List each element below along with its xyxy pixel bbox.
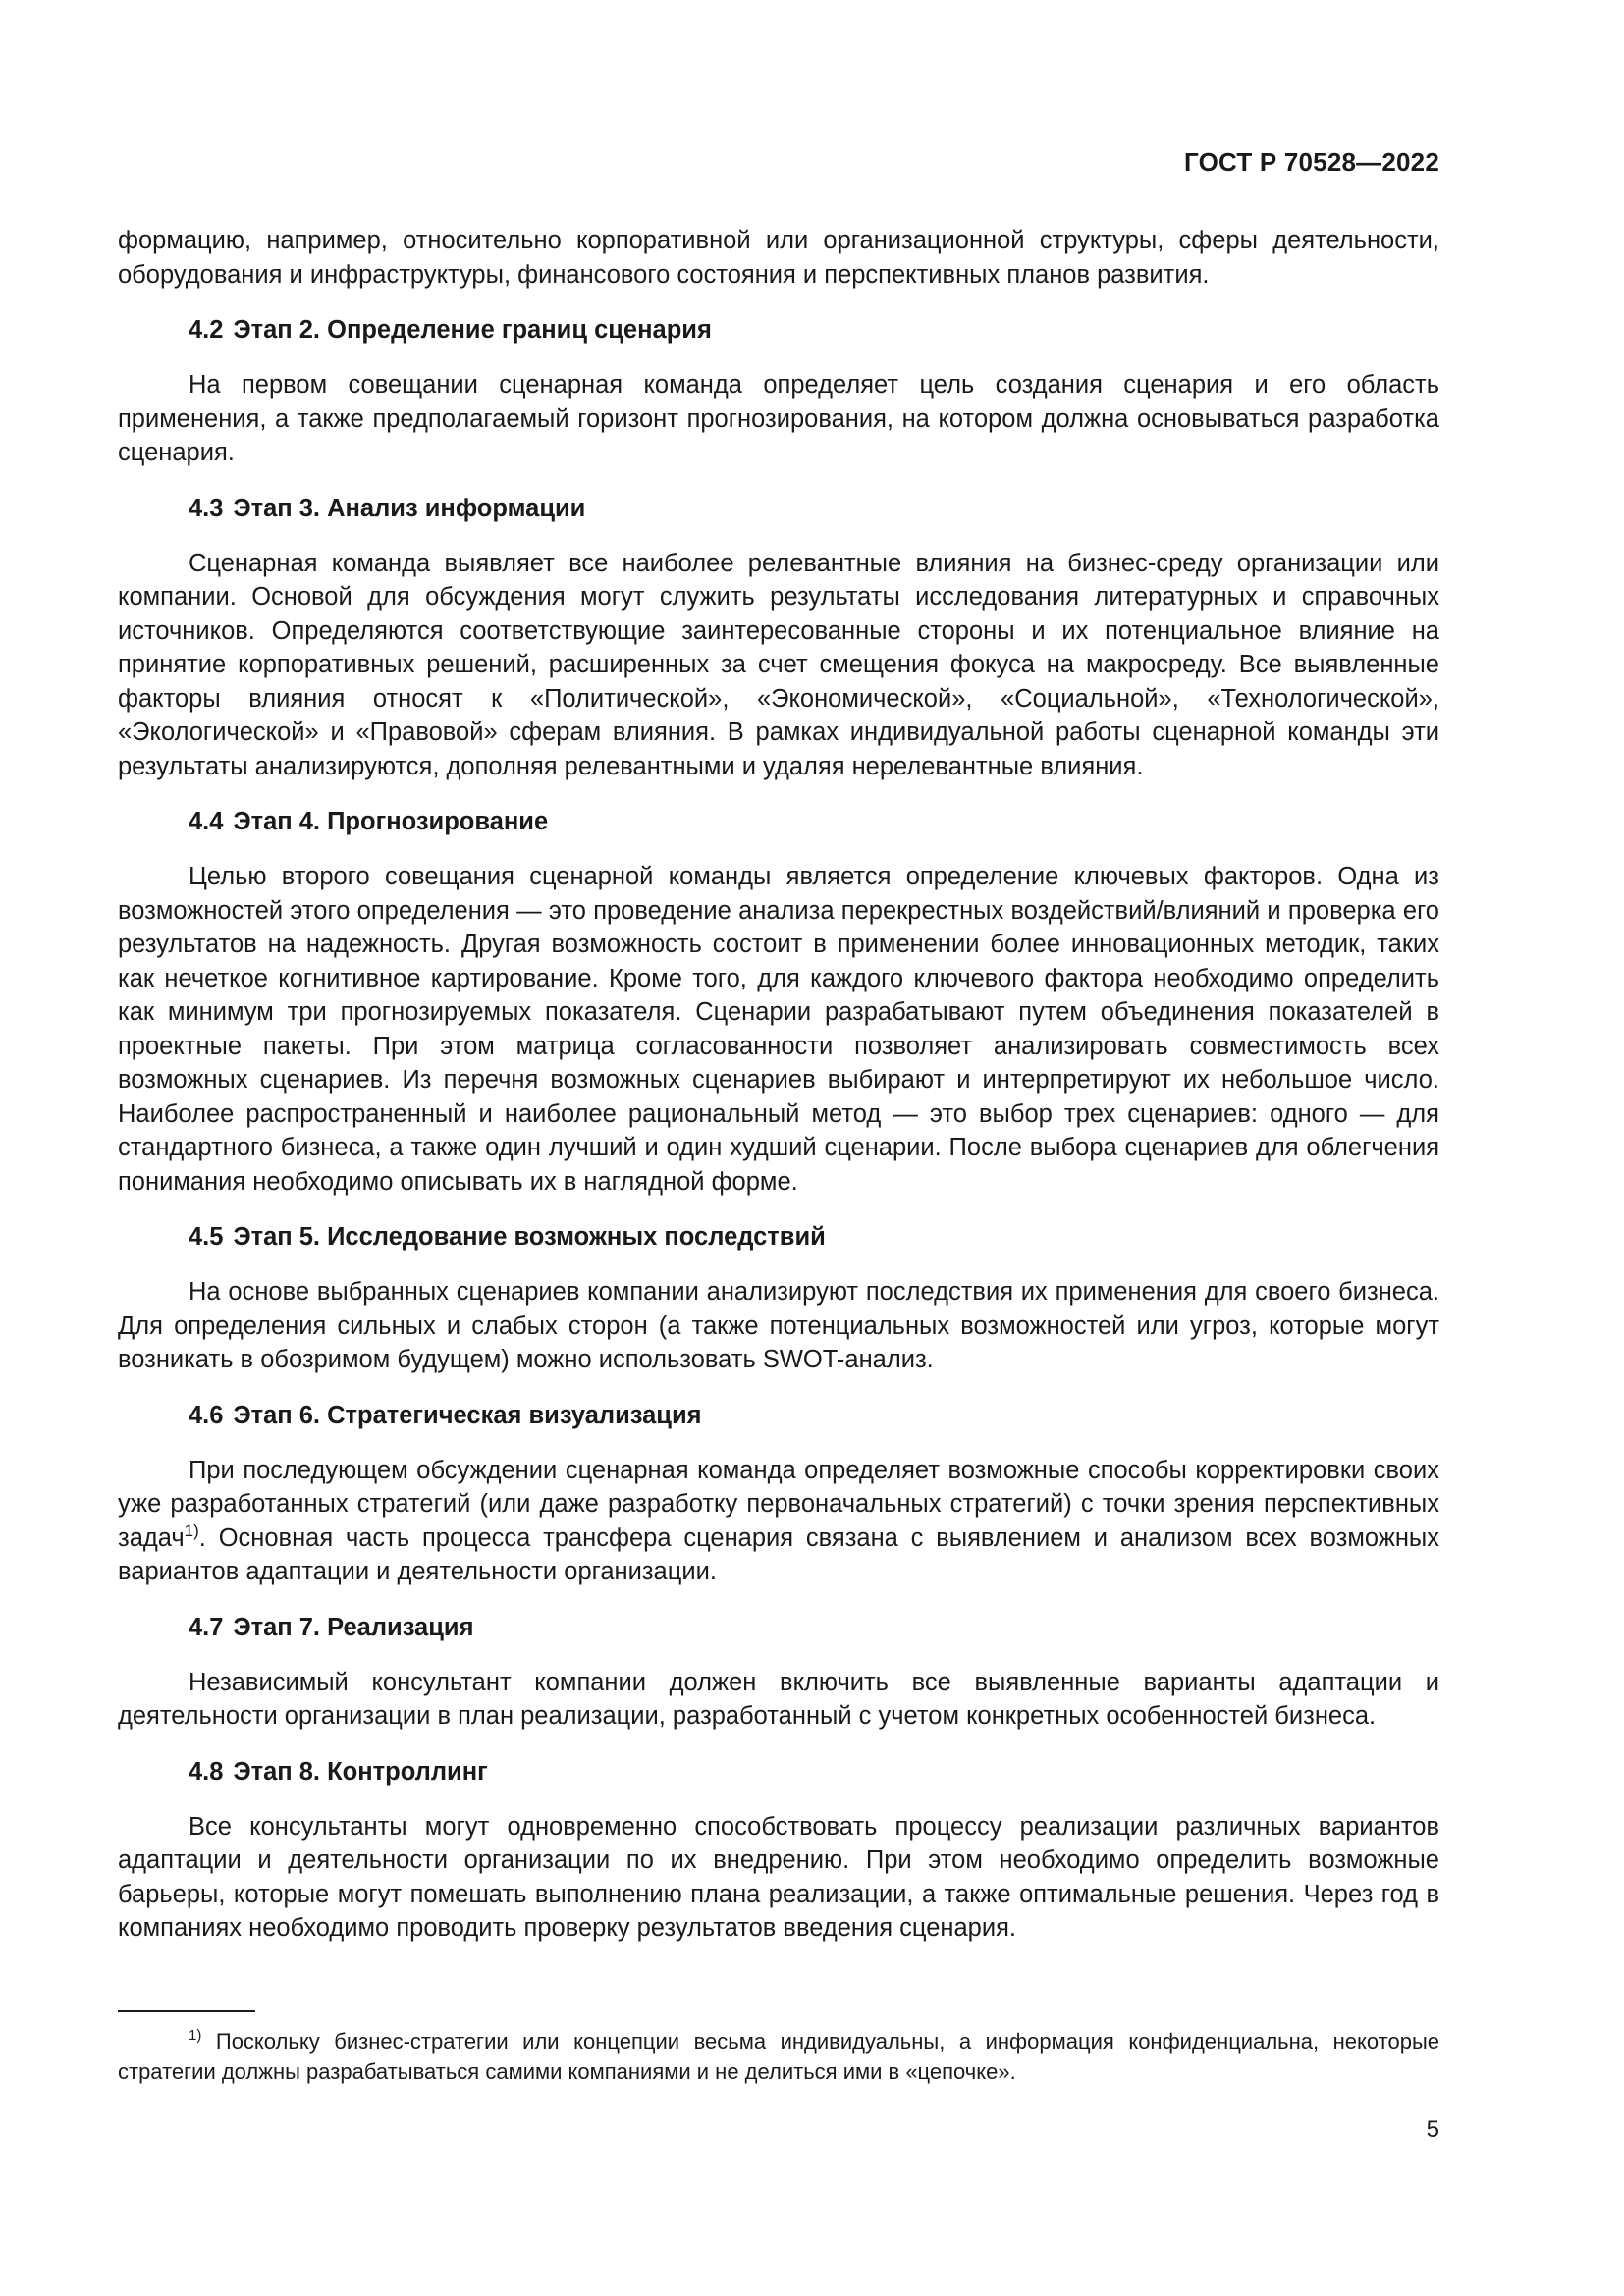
section-heading-4-3 [118, 492, 1439, 525]
section-paragraph-4-2: На первом совещании сценарная команда определяет цель создания сценария и его область применения, а также предполагаемый горизонт прогнозирования, на котором должна основываться разработка сценария. [118, 371, 1439, 466]
section-paragraph-4-6 [118, 1454, 1439, 1589]
page-content [118, 224, 1439, 1946]
section-number: 4.3 [189, 494, 224, 522]
footnote-divider [118, 2010, 255, 2012]
document-code-header: ГОСТ Р 70528—2022 [1184, 147, 1439, 177]
footnote [118, 2026, 1439, 2087]
section-heading-4-2 [118, 313, 1439, 347]
section-paragraph-4-4: Целью второго совещания сценарной команды является определение ключевых факторов. Одна из возможностей этого определения — это проведение анализа перекрестных воздействий/влияний и проверка его результатов на надежность. Другая возможность состоит в применении более инновационных методик, таких как нечеткое когнитивное картирование. Кроме того, для каждого ключевого фактора необходимо определить как минимум три прогнозируемых показателя. Сценарии разрабатывают путем объединения показателей в проектные пакеты. При этом матрица согласованности позволяет анализировать совместимость всех возможных сценариев. Из перечня возможных сценариев выбирают и интерпретируют их небольшое число. Наиболее распространенный и наиболее рациональный метод — это выбор трех сценариев: одного — для стандартного бизнеса, а также один лучший и один худший сценарии. После выбора сценариев для облегчения понимания необходимо описывать их в наглядной форме. [118, 863, 1439, 1196]
section-title: Этап 6. Стратегическая визуализация [233, 1401, 702, 1429]
section-title: Этап 8. Контроллинг [233, 1757, 488, 1786]
section-number: 4.8 [189, 1757, 224, 1786]
paragraph-text-after-footnote: . Основная часть процесса трансфера сценария связана с выявлением и анализом всех возможных вариантов адаптации и деятельности организации. [118, 1523, 1439, 1585]
section-title: Этап 5. Исследование возможных последствий [233, 1223, 826, 1251]
section-paragraph-4-8: Все консультанты могут одновременно способствовать процессу реализации различных вариантов адаптации и деятельности организации по их внедрению. При этом необходимо определить возможные барьеры, которые могут помешать выполнению плана реализации, а также оптимальные решения. Через год в компаниях необходимо проводить проверку результатов введения сценария. [118, 1812, 1439, 1942]
section-number: 4.4 [189, 808, 224, 835]
section-heading-4-8 [118, 1755, 1439, 1789]
section-paragraph-4-7: Независимый консультант компании должен включить все выявленные варианты адаптации и деятельности организации в план реализации, разработанный с учетом конкретных особенностей бизнеса. [118, 1668, 1439, 1730]
page-number: 5 [1426, 2116, 1439, 2143]
section-number: 4.7 [189, 1613, 224, 1641]
section-paragraph-4-5: На основе выбранных сценариев компании анализируют последствия их применения для своего бизнеса. Для определения сильных и слабых сторон (а также потенциальных возможностей или угроз, которые могут возникать в обозримом будущем) можно использовать SWOT-анализ. [118, 1278, 1439, 1373]
footnote-text: Поскольку бизнес-стратегии или концепции весьма индивидуальны, а информация конфиденциальна, некоторые стратегии должны разрабатываться самими компаниями и не делиться ими в «цепочке». [118, 2029, 1439, 2084]
section-heading-4-4 [118, 805, 1439, 838]
section-number: 4.2 [189, 316, 224, 344]
section-paragraph-4-3: Сценарная команда выявляет все наиболее релевантные влияния на бизнес-среду организации или компании. Основой для обсуждения могут служить результаты исследования литературных и справочных источников. Определяются соответствующие заинтересованные стороны и их потенциальное влияние на принятие корпоративных решений, расширенных за счет смещения фокуса на макросреду. Все выявленные факторы влияния относят к «Политической», «Экономической», «Социальной», «Технологической», «Экологической» и «Правовой» сферам влияния. В рамках индивидуальной работы сценарной команды эти результаты анализируются, дополняя релевантными и удаляя нерелевантные влияния. [118, 549, 1439, 780]
section-number: 4.5 [189, 1223, 224, 1251]
section-title: Этап 3. Анализ информации [233, 494, 586, 522]
section-title: Этап 2. Определение границ сценария [233, 316, 712, 344]
section-title: Этап 7. Реализация [233, 1613, 474, 1641]
section-heading-4-7 [118, 1611, 1439, 1644]
section-heading-4-5 [118, 1220, 1439, 1254]
section-heading-4-6 [118, 1399, 1439, 1432]
footnote-marker: 1) [189, 2027, 202, 2044]
intro-paragraph: формацию, например, относительно корпоративной или организационной структуры, сферы деятельности, оборудования и инфраструктуры, финансового состояния и перспективных планов развития. [118, 227, 1439, 289]
section-number: 4.6 [189, 1401, 224, 1429]
paragraph-text-before-footnote: При последующем обсуждении сценарная команда определяет возможные способы корректировки своих уже разработанных стратегий (или даже разработку первоначальных стратегий) с точки зрения перспективных задач [118, 1456, 1439, 1552]
footnote-reference[interactable]: 1) [184, 1521, 199, 1540]
section-title: Этап 4. Прогнозирование [233, 808, 549, 835]
